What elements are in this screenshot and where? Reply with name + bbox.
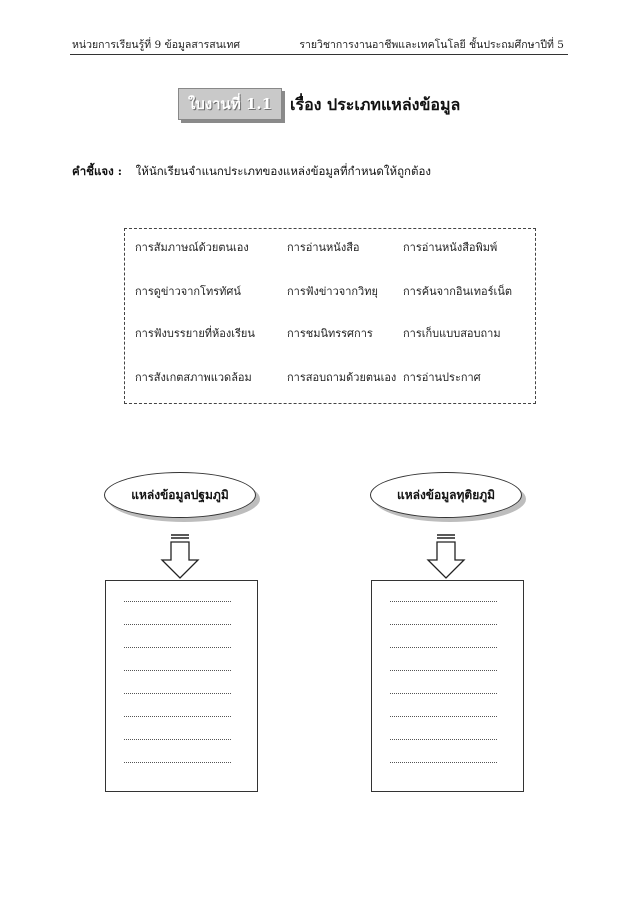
header-divider bbox=[70, 54, 568, 55]
answer-line[interactable] bbox=[390, 670, 497, 671]
answer-line[interactable] bbox=[124, 670, 231, 671]
secondary-answer-box[interactable] bbox=[371, 580, 524, 792]
primary-answer-box[interactable] bbox=[105, 580, 258, 792]
answer-line[interactable] bbox=[390, 762, 497, 763]
word-bank-item: การค้นจากอินเทอร์เน็ต bbox=[403, 285, 512, 298]
secondary-source-oval: แหล่งข้อมูลทุติยภูมิ bbox=[370, 472, 522, 518]
answer-line[interactable] bbox=[390, 716, 497, 717]
worksheet-title: เรื่อง ประเภทแหล่งข้อมูล bbox=[290, 95, 461, 114]
answer-line[interactable] bbox=[390, 647, 497, 648]
answer-line[interactable] bbox=[124, 601, 231, 602]
word-bank-item: การฟังข่าวจากวิทยุ bbox=[287, 285, 378, 298]
answer-line[interactable] bbox=[124, 693, 231, 694]
word-bank-item: การอ่านหนังสือ bbox=[287, 241, 360, 254]
word-bank-item: การเก็บแบบสอบถาม bbox=[403, 327, 501, 340]
answer-line[interactable] bbox=[390, 739, 497, 740]
down-arrow-icon bbox=[160, 534, 200, 579]
answer-line[interactable] bbox=[124, 762, 231, 763]
word-bank-item: การสังเกตสภาพแวดล้อม bbox=[135, 371, 252, 384]
word-bank-item: การสอบถามด้วยตนเอง bbox=[287, 371, 397, 384]
word-bank-item: การสัมภาษณ์ด้วยตนเอง bbox=[135, 241, 249, 254]
down-arrow-icon bbox=[426, 534, 466, 579]
answer-line[interactable] bbox=[124, 624, 231, 625]
worksheet-number-badge: ใบงานที่ 1.1 bbox=[178, 88, 282, 120]
word-bank-item: การอ่านประกาศ bbox=[403, 371, 481, 384]
word-bank-item: การอ่านหนังสือพิมพ์ bbox=[403, 241, 498, 254]
primary-source-oval: แหล่งข้อมูลปฐมภูมิ bbox=[104, 472, 256, 518]
answer-line[interactable] bbox=[390, 601, 497, 602]
answer-line[interactable] bbox=[124, 647, 231, 648]
instruction-label: คำชี้แจง : bbox=[72, 164, 122, 178]
word-bank-box bbox=[124, 228, 536, 404]
answer-line[interactable] bbox=[124, 739, 231, 740]
instruction bbox=[72, 163, 431, 181]
header-unit: หน่วยการเรียนรู้ที่ 9 ข้อมูลสารสนเทศ bbox=[72, 39, 241, 51]
word-bank-item: การชมนิทรรศการ bbox=[287, 327, 373, 340]
answer-line[interactable] bbox=[390, 624, 497, 625]
answer-line[interactable] bbox=[124, 716, 231, 717]
word-bank-item: การฟังบรรยายที่ห้องเรียน bbox=[135, 327, 255, 340]
word-bank-item: การดูข่าวจากโทรทัศน์ bbox=[135, 285, 241, 298]
header-subject: รายวิชาการงานอาชีพและเทคโนโลยี ชั้นประถมศึกษาปีที่ 5 bbox=[299, 39, 564, 51]
answer-line[interactable] bbox=[390, 693, 497, 694]
instruction-text: ให้นักเรียนจำแนกประเภทของแหล่งข้อมูลที่กำหนดให้ถูกต้อง bbox=[135, 164, 432, 178]
